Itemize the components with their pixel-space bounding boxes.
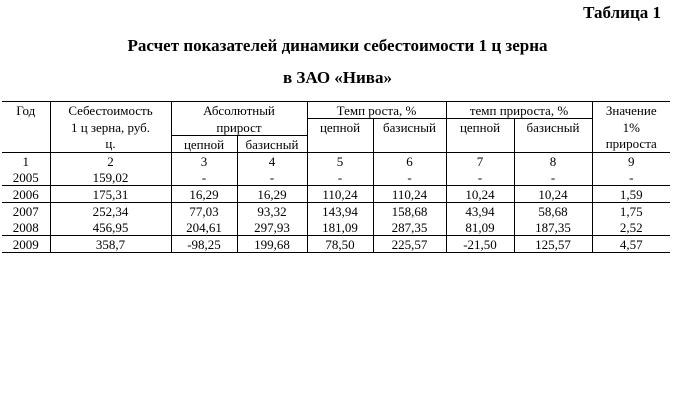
header-absolute-line2: прирост xyxy=(171,119,307,136)
column-number-row xyxy=(2,152,670,169)
cell-growth-chain: 181,09 xyxy=(307,219,373,236)
cell-growth-chain: 110,24 xyxy=(307,185,373,202)
cell-year: 2009 xyxy=(2,235,50,252)
header-cost-line3: ц. xyxy=(50,135,171,152)
cost-dynamics-table xyxy=(2,101,670,253)
table-row xyxy=(2,219,670,236)
cell-one-percent: 1,59 xyxy=(592,185,670,202)
cell-growth-basic: 158,68 xyxy=(373,202,446,219)
header-increase-basic: базисный xyxy=(514,119,592,136)
header-year: Год xyxy=(2,102,50,119)
cell-cost: 252,34 xyxy=(50,202,171,219)
table-row xyxy=(2,169,670,186)
header-absolute-chain: цепной xyxy=(171,135,237,152)
cell-one-percent: 1,75 xyxy=(619,203,643,219)
cell-inc-basic: 10,24 xyxy=(514,185,592,202)
table-row xyxy=(2,235,670,252)
cell-one-percent: - xyxy=(592,169,670,186)
cell-one-percent: 2,52 xyxy=(592,219,670,236)
header-one-percent-line1: Значение xyxy=(592,102,670,119)
cell-growth-chain: 143,94 xyxy=(307,202,373,219)
cell-abs-basic: 93,32 xyxy=(237,202,307,219)
cell-cost: 358,7 xyxy=(50,235,171,252)
cell-growth-basic: - xyxy=(373,169,446,186)
header-increase-chain: цепной xyxy=(446,119,514,136)
cell-year: 2005 xyxy=(2,169,50,186)
header-one-percent-line3: прироста xyxy=(592,135,670,152)
table-subtitle: в ЗАО «Нива» xyxy=(282,68,392,87)
header-growth-rate: Темп роста, % xyxy=(307,102,446,119)
header-cost-line1: Себестоимость xyxy=(50,102,171,119)
cell-abs-chain: 16,29 xyxy=(171,185,237,202)
header-cost-line2: 1 ц зерна, руб. xyxy=(50,119,171,136)
cell-cost: 456,95 xyxy=(50,219,171,236)
cell-inc-basic: 125,57 xyxy=(514,235,592,252)
cell-inc-basic: - xyxy=(514,169,592,186)
cell-growth-chain: 78,50 xyxy=(307,235,373,252)
column-number: 1 xyxy=(2,152,50,169)
cell-inc-chain: - xyxy=(446,169,514,186)
cell-abs-chain: -98,25 xyxy=(171,235,237,252)
cell-year: 2008 xyxy=(2,219,50,236)
cell-abs-basic: - xyxy=(237,169,307,186)
cell-year: 2006 xyxy=(2,185,50,202)
cell-abs-basic: 16,29 xyxy=(237,185,307,202)
cell-growth-basic: 287,35 xyxy=(373,219,446,236)
cell-growth-basic: 225,57 xyxy=(373,235,446,252)
cell-inc-chain: 43,94 xyxy=(446,202,514,219)
header-absolute-line1: Абсолютный xyxy=(171,102,307,119)
cell-growth-chain: - xyxy=(307,169,373,186)
cell-one-percent: 4,57 xyxy=(592,235,670,252)
header-growth-chain: цепной xyxy=(307,119,373,136)
column-number: 5 xyxy=(307,152,373,169)
cell-inc-basic: 58,68 xyxy=(514,202,592,219)
header-absolute-basic: базисный xyxy=(237,135,307,152)
cell-growth-basic: 110,24 xyxy=(373,185,446,202)
cell-cost: 175,31 xyxy=(50,185,171,202)
cell-inc-chain: 10,24 xyxy=(446,185,514,202)
cell-inc-chain: 81,09 xyxy=(446,219,514,236)
cell-inc-chain: -21,50 xyxy=(446,235,514,252)
cell-year: 2007 xyxy=(2,202,50,219)
table-row xyxy=(2,185,670,202)
table-title: Расчет показателей динамики себестоимости 1 ц зерна xyxy=(127,36,548,55)
column-number: 6 xyxy=(373,152,446,169)
cell-abs-chain: 204,61 xyxy=(171,219,237,236)
cell-abs-basic: 199,68 xyxy=(237,235,307,252)
column-number: 4 xyxy=(237,152,307,169)
header-increase-rate: темп прироста, % xyxy=(446,102,592,119)
cell-abs-chain: 77,03 xyxy=(171,202,237,219)
column-number: 3 xyxy=(171,152,237,169)
column-number: 9 xyxy=(628,153,635,169)
column-number: 8 xyxy=(514,152,592,169)
column-number: 2 xyxy=(50,152,171,169)
header-growth-basic: базисный xyxy=(373,119,446,136)
table-row xyxy=(2,202,670,219)
cell-inc-basic: 187,35 xyxy=(514,219,592,236)
cell-cost: 159,02 xyxy=(50,169,171,186)
column-number: 7 xyxy=(446,152,514,169)
cell-abs-chain: - xyxy=(171,169,237,186)
cell-abs-basic: 297,93 xyxy=(237,219,307,236)
table-label: Таблица 1 xyxy=(583,3,661,22)
header-one-percent-line2: 1% xyxy=(622,119,640,135)
